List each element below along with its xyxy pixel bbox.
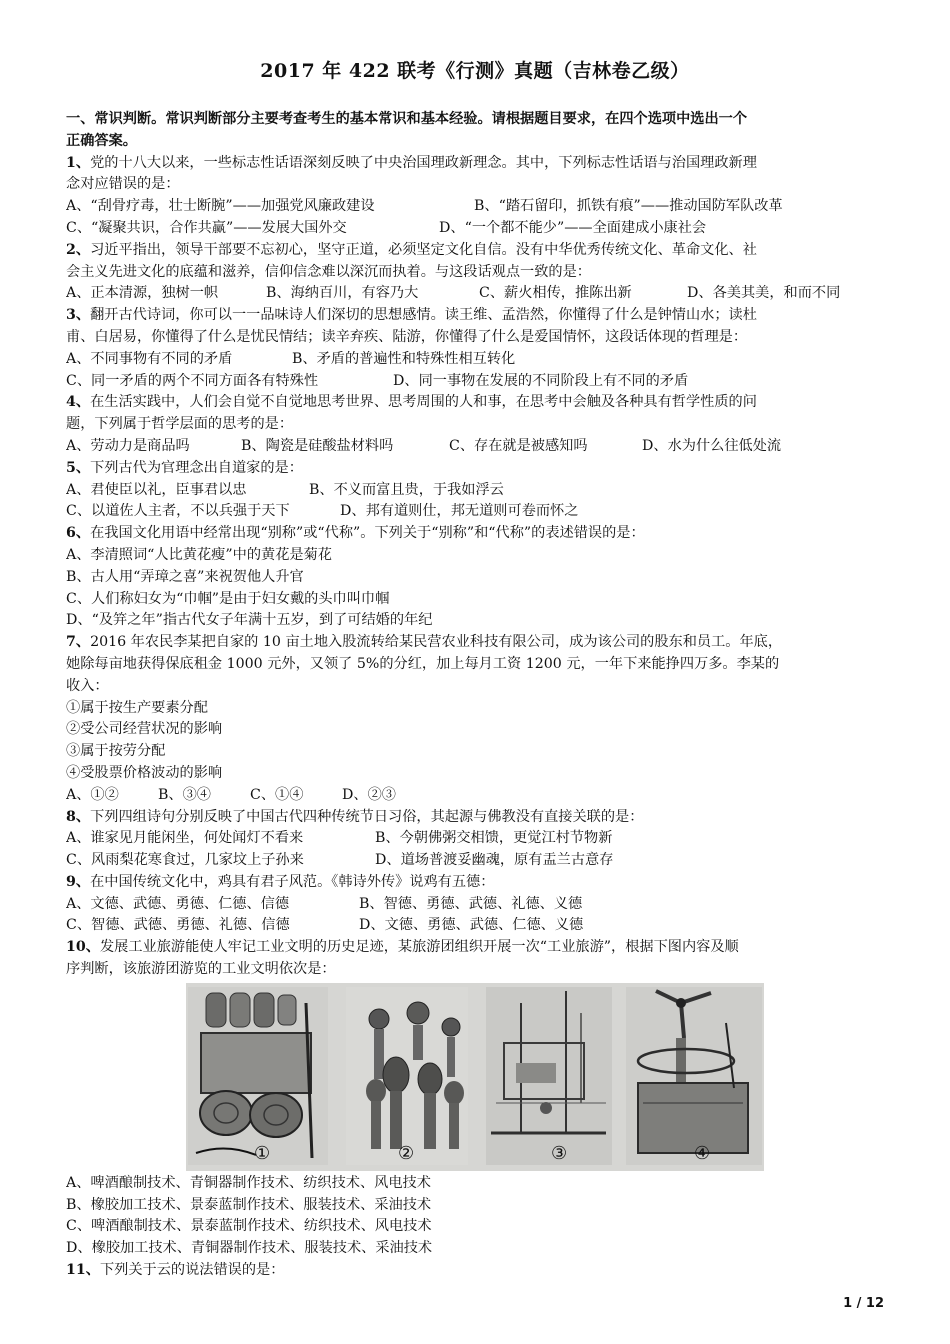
question-3-options-ab xyxy=(66,349,886,371)
question-9-options-ab xyxy=(66,894,886,916)
option-d: D、“一个都不能少”——全面建成小康社会 xyxy=(439,219,707,236)
question-11-stem xyxy=(66,1260,886,1282)
option-c: C、①④ xyxy=(250,786,304,803)
question-number: 11、 xyxy=(66,1262,100,1279)
option-b: B、③④ xyxy=(158,786,211,803)
option-b: B、智德、勇德、武德、礼德、义德 xyxy=(359,895,583,912)
option-b: B、不义而富且贵，于我如浮云 xyxy=(309,481,504,498)
question-4-stem xyxy=(66,392,886,414)
section-intro-line-2: 正确答案。 xyxy=(66,132,137,149)
option-b: B、今朝佛粥交相馈，更觉江村节物新 xyxy=(375,830,613,847)
question-6-option-a: A、李清照词“人比黄花瘦”中的黄花是菊花 xyxy=(66,546,332,563)
loom-exhibit-image xyxy=(486,987,612,1165)
question-text: 在我国文化用语中经常出现“别称”或“代称”。下列关于“别称”和“代称”的表述错误的是： xyxy=(90,525,645,542)
option-c: C、薪火相传，推陈出新 xyxy=(479,285,632,302)
question-text: 习近平指出，领导干部要不忘初心，坚守正道，必须坚定文化自信。没有中华优秀传统文化、革命文化、社 xyxy=(90,241,757,258)
question-7-statement-4: ④受股票价格波动的影响 xyxy=(66,764,223,781)
question-number: 6、 xyxy=(66,525,91,542)
page-number: 1 / 12 xyxy=(843,1296,884,1311)
question-number: 10、 xyxy=(66,939,100,956)
question-2-stem xyxy=(66,240,886,262)
option-a: A、不同事物有不同的矛盾 xyxy=(66,350,233,367)
question-6-option-d: D、“及笄之年”指古代女子年满十五岁，到了可结婚的年纪 xyxy=(66,612,433,629)
industrial-exhibits-illustration xyxy=(186,983,764,1171)
option-c: C、同一矛盾的两个不同方面各有特殊性 xyxy=(66,372,319,389)
option-d: D、各美其美，和而不同 xyxy=(687,285,841,302)
question-number: 3、 xyxy=(66,307,91,324)
question-text: 下列古代为官理念出自道家的是： xyxy=(90,459,303,476)
option-d: D、水为什么往低处流 xyxy=(642,437,782,454)
question-7-statement-3: ③属于按劳分配 xyxy=(66,743,166,760)
option-d: D、道场普渡妥幽魂，原有盂兰古意存 xyxy=(375,852,614,869)
option-c: C、“凝聚共识，合作共赢”——发展大国外交 xyxy=(66,219,347,236)
question-7-statement-2: ②受公司经营状况的影响 xyxy=(66,721,223,738)
question-8-stem xyxy=(66,807,886,829)
question-6-option-c: C、人们称妇女为“巾帼”是由于妇女戴的头巾叫巾帼 xyxy=(66,590,390,607)
option-a: A、劳动力是商品吗 xyxy=(66,437,190,454)
question-4-stem-cont: 题，下列属于哲学层面的思考的是： xyxy=(66,416,294,433)
option-d: D、邦有道则仕，邦无道则可卷而怀之 xyxy=(340,503,579,520)
section-intro-line-1: 一、常识判断。常识判断部分主要考查考生的基本常识和基本经验。请根据题目要求，在四个选项中选出一个 xyxy=(66,111,748,127)
question-text: 下列关于云的说法错误的是： xyxy=(99,1262,285,1279)
document-title: 2017 年 422 联考《行测》真题（吉林卷乙级） xyxy=(260,60,690,82)
option-c: C、存在就是被感知吗 xyxy=(449,437,588,454)
question-2-options xyxy=(66,283,886,305)
option-a: A、正本清源，独树一帜 xyxy=(66,285,219,302)
question-text: 在生活实践中，人们会自觉不自觉地思考世界、思考周围的人和事，在思考中会触及各种具有哲学性质的问 xyxy=(90,394,757,411)
question-7-stem-cont-2: 收入： xyxy=(66,677,109,694)
question-number: 4、 xyxy=(66,394,91,411)
question-5-options-ab xyxy=(66,480,886,502)
question-number: 7、 xyxy=(66,634,91,651)
option-a: A、“刮骨疗毒，壮士断腕”——加强党风廉政建设 xyxy=(66,198,375,215)
question-1-options-cd xyxy=(66,218,886,240)
question-10-option-c: C、啤酒酿制技术、景泰蓝制作技术、纺织技术、风电技术 xyxy=(66,1218,432,1235)
question-text: 翻开古代诗词，你可以一一品味诗人们深切的思想感情。读王维、孟浩然，你懂得了什么是钟情山水；读杜 xyxy=(90,307,757,324)
question-8-options-cd xyxy=(66,850,886,872)
question-10-option-d: D、橡胶加工技术、青铜器制作技术、服装技术、采油技术 xyxy=(66,1240,433,1257)
question-7-stem-cont: 她除每亩地获得保底租金 1000 元外，又领了 5%的分红，加上每月工资 1200 元，一年下来能挣四万多。李某的 xyxy=(66,655,780,672)
question-9-stem xyxy=(66,872,886,894)
question-4-options xyxy=(66,436,886,458)
option-c: C、风雨梨花寒食过，几家坟上子孙来 xyxy=(66,852,304,869)
question-6-option-b: B、古人用“弄璋之喜”来祝贺他人升官 xyxy=(66,568,304,585)
question-7-stem xyxy=(66,632,886,654)
question-10-option-a: A、啤酒酿制技术、青铜器制作技术、纺织技术、风电技术 xyxy=(66,1174,431,1191)
wind-turbine-exhibit-image xyxy=(626,987,762,1165)
question-3-stem-cont: 甫、白居易，你懂得了什么是忧民情结；读辛弃疾、陆游，你懂得了什么是爱国情怀，这段话体现的哲理是： xyxy=(66,328,748,345)
question-7-options xyxy=(66,785,886,807)
option-c: C、智德、武德、勇德、礼德、信德 xyxy=(66,917,290,934)
question-1-stem-cont: 念对应错误的是： xyxy=(66,176,180,193)
question-number: 2、 xyxy=(66,241,91,258)
option-d: D、文德、勇德、武德、仁德、义德 xyxy=(359,917,584,934)
question-text: 党的十八大以来，一些标志性话语深刻反映了中央治国理政新理念。其中，下列标志性话语与治国理政新理 xyxy=(90,154,757,171)
figure-label-1: ① xyxy=(254,1142,271,1164)
option-d: D、②③ xyxy=(342,786,396,803)
question-number: 9、 xyxy=(66,873,91,890)
question-8-options-ab xyxy=(66,828,886,850)
figure-label-2: ② xyxy=(398,1142,415,1164)
option-a: A、文德、武德、勇德、仁德、信德 xyxy=(66,895,290,912)
vessels-exhibit-image xyxy=(346,987,468,1165)
question-7-statement-1: ①属于按生产要素分配 xyxy=(66,699,208,716)
question-number: 1、 xyxy=(66,154,91,171)
question-9-options-cd xyxy=(66,915,886,937)
question-6-stem xyxy=(66,523,886,545)
question-5-options-cd xyxy=(66,501,886,523)
question-3-options-cd xyxy=(66,371,886,393)
figure-label-4: ④ xyxy=(694,1142,711,1164)
question-2-stem-cont: 会主义先进文化的底蕴和滋养，信仰信念难以深沉而执着。与这段话观点一致的是： xyxy=(66,263,591,280)
option-b: B、“踏石留印，抓铁有痕”——推动国防军队改革 xyxy=(474,198,783,215)
question-number: 5、 xyxy=(66,459,91,476)
figure-label-3: ③ xyxy=(551,1142,568,1164)
option-b: B、陶瓷是硅酸盐材料吗 xyxy=(241,437,394,454)
question-5-stem xyxy=(66,458,886,480)
option-b: B、海纳百川，有容乃大 xyxy=(266,285,419,302)
option-c: C、以道佐人主者，不以兵强于天下 xyxy=(66,503,290,520)
question-text: 下列四组诗句分别反映了中国古代四种传统节日习俗，其起源与佛教没有直接关联的是： xyxy=(90,808,644,825)
question-10-stem xyxy=(66,937,886,959)
question-1-stem xyxy=(66,153,886,175)
option-d: D、同一事物在发展的不同阶段上有不同的矛盾 xyxy=(393,372,689,389)
question-text: 2016 年农民李某把自家的 10 亩土地入股流转给某民营农业科技有限公司，成为该公司的股东和员工。年底， xyxy=(90,634,783,651)
option-a: A、谁家见月能闲坐，何处闻灯不看来 xyxy=(66,830,304,847)
question-10-stem-cont: 序判断，该旅游团游览的工业文明依次是： xyxy=(66,961,336,978)
question-1-options-ab xyxy=(66,196,886,218)
question-10-photo xyxy=(186,983,764,1171)
option-a: A、君使臣以礼，臣事君以忠 xyxy=(66,481,247,498)
option-b: B、矛盾的普遍性和特殊性相互转化 xyxy=(292,350,516,367)
question-3-stem xyxy=(66,305,886,327)
barrels-exhibit-image xyxy=(188,987,328,1165)
option-a: A、①② xyxy=(66,786,119,803)
question-10-option-b: B、橡胶加工技术、景泰蓝制作技术、服装技术、采油技术 xyxy=(66,1196,432,1213)
document-body xyxy=(66,109,886,1282)
question-text: 在中国传统文化中，鸡具有君子风范。《韩诗外传》说鸡有五德： xyxy=(90,873,495,890)
question-number: 8、 xyxy=(66,808,91,825)
question-text: 发展工业旅游能使人牢记工业文明的历史足迹，某旅游团组织开展一次“工业旅游”，根据下图内容及顺 xyxy=(99,939,739,956)
